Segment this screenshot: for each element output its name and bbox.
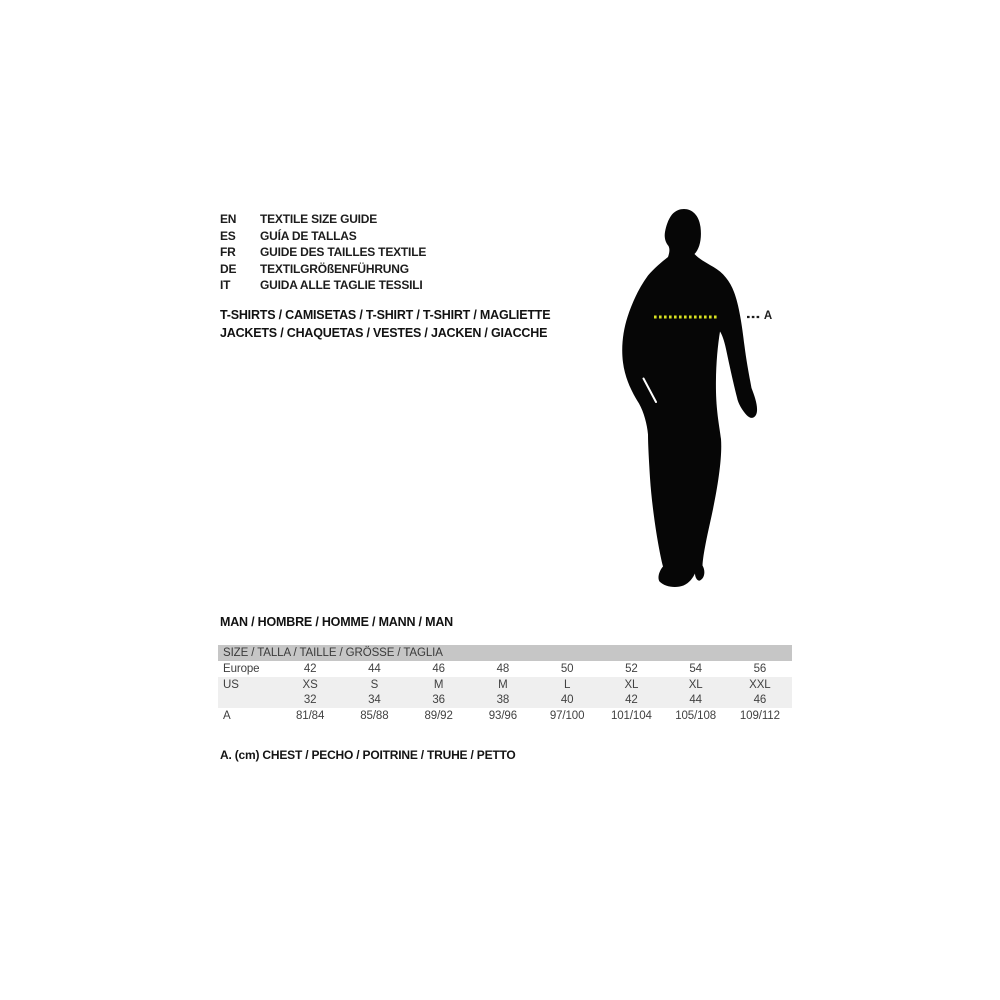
size-cell: 44 <box>368 662 381 675</box>
language-code: EN <box>220 212 237 227</box>
table-row <box>218 693 792 709</box>
language-code: ES <box>220 228 236 243</box>
man-silhouette <box>622 209 757 587</box>
size-cell: 89/92 <box>424 710 453 723</box>
row-label: Europe <box>223 662 260 675</box>
language-row-fr <box>220 244 426 261</box>
size-cell: M <box>433 678 444 691</box>
chest-measure-label: A <box>763 310 773 322</box>
language-title: TEXTILGRÖßENFÜHRUNG <box>260 261 409 276</box>
size-cell: 50 <box>560 662 574 675</box>
size-cell: 46 <box>432 662 445 675</box>
size-cell: 101/104 <box>610 710 652 723</box>
size-cell: 109/112 <box>739 710 780 723</box>
size-cell: M <box>498 678 508 691</box>
language-row-de <box>220 261 426 278</box>
section-title-man: MAN / HOMBRE / HOMME / MANN / MAN <box>220 615 453 629</box>
size-cell: XL <box>624 678 639 691</box>
size-cell: 54 <box>689 662 702 675</box>
table-row-us <box>218 677 792 693</box>
category-block <box>220 307 550 342</box>
size-cell: XXL <box>749 678 771 691</box>
size-cell: 85/88 <box>360 710 389 723</box>
language-row-en <box>220 211 426 228</box>
size-cell: 81/84 <box>295 710 325 723</box>
language-row-es <box>220 228 426 245</box>
size-cell: 42 <box>303 662 317 675</box>
language-title: GUIDA ALLE TAGLIE TESSILI <box>260 278 423 293</box>
category-jackets: JACKETS / CHAQUETAS / VESTES / JACKEN / GIACCHE <box>220 325 548 340</box>
table-row-a <box>218 708 792 724</box>
size-cell: 52 <box>625 662 638 675</box>
language-code: IT <box>220 278 231 293</box>
language-row-it <box>220 277 426 294</box>
size-table-body <box>218 661 792 724</box>
size-cell: XS <box>302 678 318 691</box>
size-cell: 46 <box>753 694 767 707</box>
size-cell: 56 <box>753 662 767 675</box>
size-cell: 48 <box>496 662 510 675</box>
size-cell: 38 <box>496 694 510 707</box>
language-list <box>220 211 426 294</box>
category-tshirts: T-SHIRTS / CAMISETAS / T-SHIRT / T-SHIRT / MAGLIETTE <box>220 308 551 322</box>
table-row-europe <box>218 661 792 677</box>
row-label: A <box>223 710 231 723</box>
size-cell: S <box>370 678 379 691</box>
language-code: DE <box>220 261 237 276</box>
row-label: US <box>223 678 239 691</box>
language-title: GUIDE DES TAILLES TEXTILE <box>260 245 427 260</box>
size-cell: 42 <box>625 694 638 707</box>
size-cell: 105/108 <box>675 710 717 723</box>
language-code: FR <box>220 245 236 260</box>
size-table-header: SIZE / TALLA / TAILLE / GRÖSSE / TAGLIA <box>218 645 792 661</box>
pocket-hand-notch <box>644 379 657 403</box>
size-cell: 32 <box>303 694 317 707</box>
size-cell: XL <box>688 678 703 691</box>
size-cell: 93/96 <box>488 710 518 723</box>
size-table <box>218 645 792 724</box>
measurement-footnote: A. (cm) CHEST / PECHO / POITRINE / TRUHE / PETTO <box>220 748 516 762</box>
size-cell: 97/100 <box>549 710 585 723</box>
language-title: TEXTILE SIZE GUIDE <box>260 212 378 227</box>
size-cell: 40 <box>560 694 574 707</box>
size-cell: 44 <box>689 694 702 707</box>
size-cell: L <box>563 678 571 691</box>
size-cell: 34 <box>368 694 381 707</box>
language-title: GUÍA DE TALLAS <box>260 228 357 243</box>
size-cell: 36 <box>432 694 445 707</box>
